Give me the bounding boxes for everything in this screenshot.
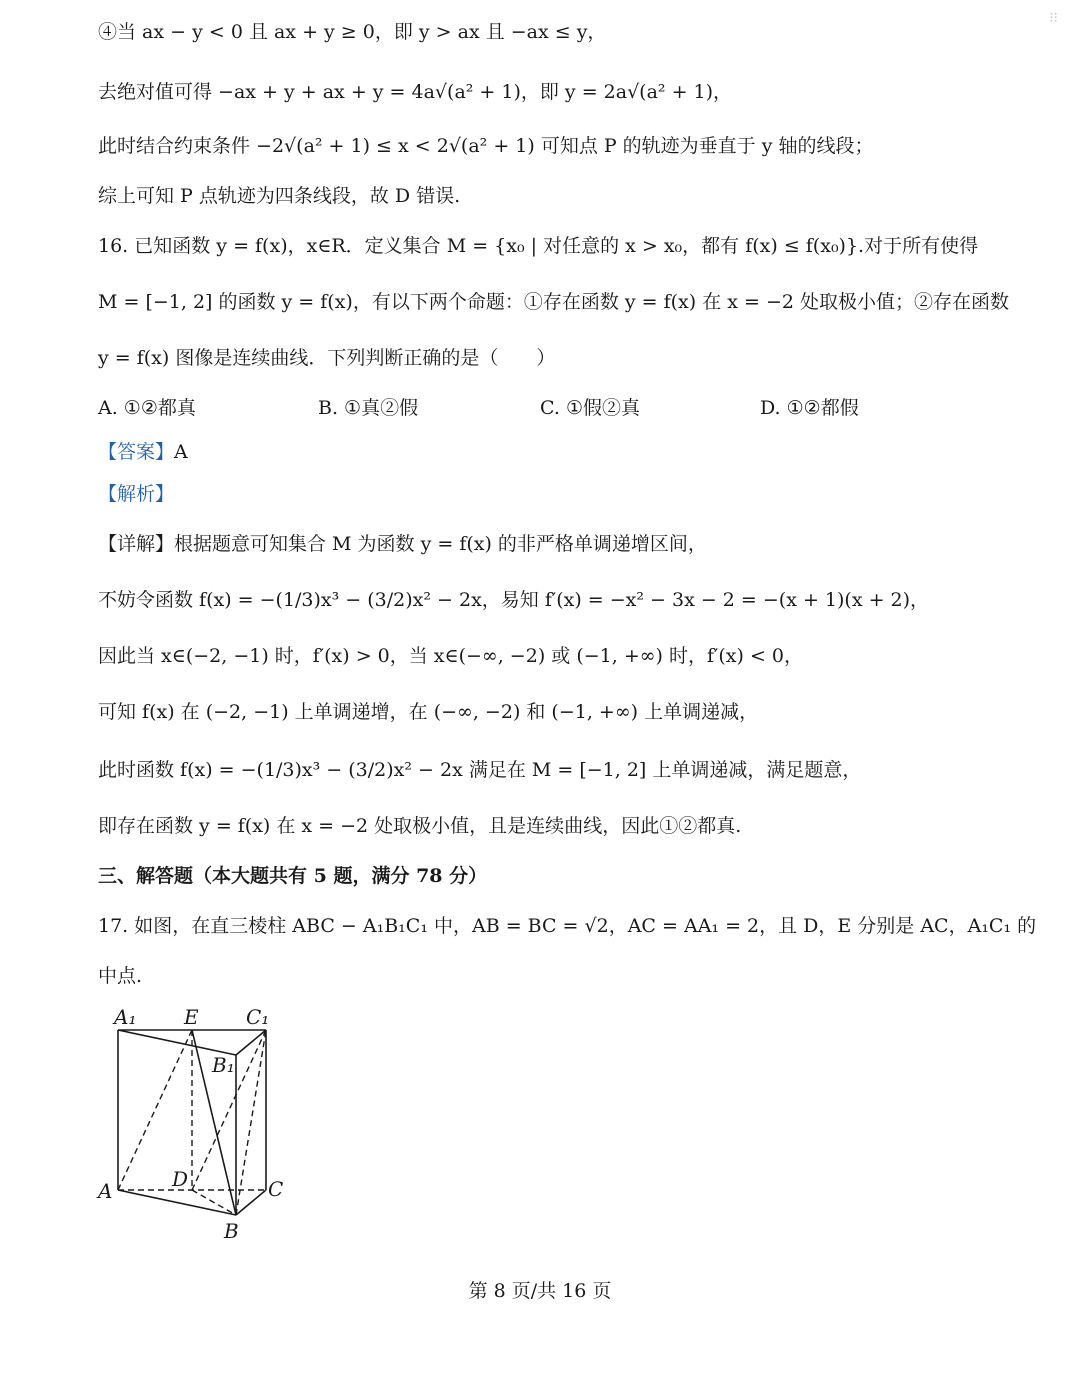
segment-bc1-hidden bbox=[236, 1030, 266, 1215]
analysis-tag: 【解析】 bbox=[98, 483, 175, 505]
q16-stem-1: 16. 已知函数 y = f(x)，x∈R．定义集合 M = {x₀ | 对任意的 x > x₀，都有 f(x) ≤ f(x₀)}.对于所有使得 bbox=[98, 235, 979, 257]
summary-line: 综上可知 P 点轨迹为四条线段，故 D 错误. bbox=[98, 185, 461, 207]
detail-line-3: 因此当 x∈(−2, −1) 时，f′(x) > 0，当 x∈(−∞, −2) 或 (−1, +∞) 时，f′(x) < 0， bbox=[98, 645, 803, 667]
edge-bc bbox=[236, 1190, 266, 1215]
analysis-line bbox=[98, 482, 1020, 507]
q16-stem-3: y = f(x) 图像是连续曲线．下列判断正确的是（ ） bbox=[98, 347, 556, 369]
edge-ab bbox=[118, 1190, 236, 1215]
remove-abs-line: 去绝对值可得 −ax + y + ax + y = 4a√(a² + 1)，即 y = 2a√(a² + 1)， bbox=[98, 81, 733, 103]
detail-tag: 【详解】 bbox=[98, 533, 175, 555]
prism-figure bbox=[96, 1000, 296, 1250]
q16-stem-2: M = [−1, 2] 的函数 y = f(x)，有以下两个命题：①存在函数 y = f(x) 在 x = −2 处取极小值；②存在函数 bbox=[98, 291, 1010, 313]
label-b: B bbox=[224, 1219, 239, 1243]
detail-line-5: 此时函数 f(x) = −(1/3)x³ − (3/2)x² − 2x 满足在 M = [−1, 2] 上单调递减，满足题意， bbox=[98, 759, 862, 781]
option-d: D. ①②都假 bbox=[760, 397, 859, 419]
corner-mark: ⁝⁝ bbox=[1049, 10, 1058, 26]
detail-line-6: 即存在函数 y = f(x) 在 x = −2 处取极小值，且是连续曲线，因此①②都真. bbox=[98, 815, 742, 837]
label-a: A bbox=[98, 1179, 113, 1203]
page-footer: 第 8 页/共 16 页 bbox=[468, 1280, 612, 1302]
edge-b1c1 bbox=[236, 1030, 266, 1055]
answer-tag: 【答案】 bbox=[98, 441, 175, 463]
segment-db-hidden bbox=[192, 1190, 236, 1215]
detail-line-1 bbox=[98, 532, 1020, 557]
constraint-line: 此时结合约束条件 −2√(a² + 1) ≤ x < 2√(a² + 1) 可知点 P 的轨迹为垂直于 y 轴的线段； bbox=[98, 135, 874, 157]
option-a: A. ①②都真 bbox=[98, 397, 196, 419]
answer-value: A bbox=[174, 441, 188, 463]
detail-line-4: 可知 f(x) 在 (−2, −1) 上单调递增，在 (−∞, −2) 和 (−1, +∞) 上单调递减， bbox=[98, 701, 759, 723]
case4-line: ④当 ax − y < 0 且 ax + y ≥ 0，即 y > ax 且 −ax ≤ y， bbox=[98, 21, 607, 43]
label-a1: A₁ bbox=[114, 1005, 137, 1029]
label-c1: C₁ bbox=[246, 1005, 270, 1029]
section-3-heading: 三、解答题（本大题共有 5 题，满分 78 分） bbox=[98, 865, 488, 887]
q16-options bbox=[98, 396, 1020, 426]
answer-line bbox=[98, 440, 1020, 465]
label-d: D bbox=[172, 1167, 189, 1191]
label-e: E bbox=[184, 1005, 199, 1029]
edge-a1b1 bbox=[118, 1030, 236, 1055]
detail-text-1: 根据题意可知集合 M 为函数 y = f(x) 的非严格单调递增区间， bbox=[174, 533, 707, 555]
label-b1: B₁ bbox=[212, 1053, 235, 1077]
detail-line-2: 不妨令函数 f(x) = −(1/3)x³ − (3/2)x² − 2x，易知 f′(x) = −x² − 3x − 2 = −(x + 1)(x + 2)， bbox=[98, 589, 930, 611]
label-c: C bbox=[268, 1177, 284, 1201]
segment-ae-hidden bbox=[118, 1030, 192, 1190]
q17-stem-2: 中点. bbox=[98, 965, 143, 987]
q17-stem-1: 17. 如图，在直三棱柱 ABC − A₁B₁C₁ 中，AB = BC = √2，AC = AA₁ = 2，且 D，E 分别是 AC，A₁C₁ 的 bbox=[98, 915, 1037, 937]
option-b: B. ①真②假 bbox=[318, 397, 419, 419]
option-c: C. ①假②真 bbox=[540, 397, 640, 419]
